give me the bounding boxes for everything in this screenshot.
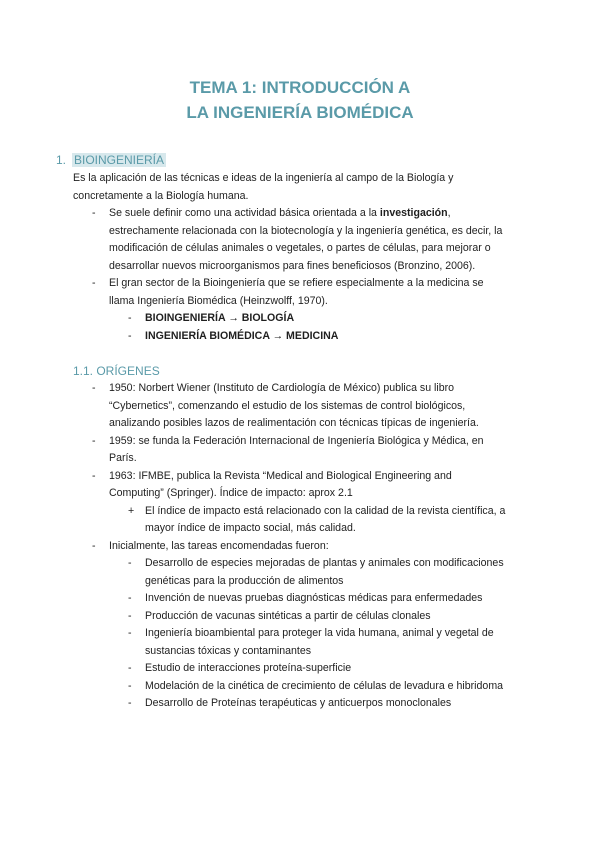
bullet-line: 1950: Norbert Wiener (Instituto de Cardiología de México) publica su libro xyxy=(109,382,455,394)
dash-marker: - xyxy=(92,469,96,482)
dash-marker: - xyxy=(92,277,96,289)
section-number: 1. xyxy=(56,153,67,167)
dash-marker: - xyxy=(128,592,132,604)
task-line: Estudio de interacciones proteína-superficie xyxy=(145,662,352,674)
sub-bullet-line: El índice de impacto está relacionado con la calidad de la revista científica, a xyxy=(145,504,506,517)
task-line: Desarrollo de Proteínas terapéuticas y anticuerpos monoclonales xyxy=(145,697,452,709)
bullet-line: desarrollar nuevos microorganismos para fines beneficiosos (Bronzino, 2006). xyxy=(109,259,476,272)
dash-marker: - xyxy=(128,662,132,674)
page-title-line-1: TEMA 1: INTRODUCCIÓN A xyxy=(189,78,411,97)
bold-term: investigación xyxy=(379,207,448,219)
section-heading-bioingenieria xyxy=(56,152,166,168)
task-line: Desarrollo de especies mejoradas de plantas y animales con modificaciones xyxy=(145,557,504,569)
bullet-line: Computing” (Springer). Índice de impacto: aprox 2.1 xyxy=(109,487,353,499)
dash-marker: - xyxy=(128,697,132,709)
dash-marker: - xyxy=(92,539,96,552)
dash-marker: - xyxy=(128,557,132,569)
dash-marker: - xyxy=(128,679,132,692)
bullet-line xyxy=(109,205,451,223)
bullet-line: Inicialmente, las tareas encomendadas fueron: xyxy=(109,539,329,552)
dash-marker: - xyxy=(92,382,96,394)
dash-marker: - xyxy=(128,627,132,639)
intro-line: concretamente a la Biología humana. xyxy=(73,189,249,202)
dash-marker: - xyxy=(92,207,96,219)
intro-line: Es la aplicación de las técnicas e ideas de la ingeniería al campo de la Biología y xyxy=(73,172,454,184)
subsection-heading-origenes: 1.1. ORÍGENES xyxy=(73,364,160,378)
sub-bullet-line: mayor índice de impacto social, más calidad. xyxy=(145,522,356,534)
task-line: sustancias tóxicas y contaminantes xyxy=(145,644,312,657)
bullet-line: 1963: IFMBE, publica la Revista “Medical and Biological Engineering and xyxy=(109,469,452,482)
bullet-line: llama Ingeniería Biomédica (Heinzwolff, 1970). xyxy=(109,294,328,307)
sub-bullet-bold: BIOINGENIERÍA → BIOLOGÍA xyxy=(145,312,295,324)
dash-marker: - xyxy=(128,609,132,622)
bullet-line: analizando posibles lazos de realimentación con técnicas típicas de ingeniería. xyxy=(109,417,479,429)
bullet-line: estrechamente relacionada con la biotecnología y la ingeniería genética, es decir, la xyxy=(109,224,503,237)
bullet-line: 1959: se funda la Federación Internacional de Ingeniería Biológica y Médica, en xyxy=(109,434,484,447)
task-line: Modelación de la cinética de crecimiento de células de levadura e hibridoma xyxy=(145,679,504,692)
sub-bullet-bold: INGENIERÍA BIOMÉDICA → MEDICINA xyxy=(145,329,339,342)
task-line: Invención de nuevas pruebas diagnósticas médicas para enfermedades xyxy=(145,592,483,604)
bullet-line: El gran sector de la Bioingeniería que se refiere especialmente a la medicina se xyxy=(109,277,484,289)
section-heading-text: BIOINGENIERÍA xyxy=(74,153,165,167)
dash-marker: - xyxy=(128,329,132,342)
dash-marker: - xyxy=(128,312,132,324)
bullet-text: Se suele definir como una actividad básica orientada a la xyxy=(109,207,380,219)
task-line: Ingeniería bioambiental para proteger la vida humana, animal y vegetal de xyxy=(145,627,494,639)
bullet-line: “Cybernetics”, comenzando el estudio de los sistemas de control biológicos, xyxy=(109,399,466,412)
bullet-line: modificación de células animales o vegetales, o partes de células, para mejorar o xyxy=(109,242,491,254)
bullet-text: , xyxy=(447,207,451,219)
dash-marker: - xyxy=(92,434,96,447)
task-line: genéticas para la producción de alimentos xyxy=(145,574,344,587)
page-title-line-2: LA INGENIERÍA BIOMÉDICA xyxy=(186,103,414,122)
plus-marker: + xyxy=(128,504,135,517)
bullet-line: París. xyxy=(109,452,137,464)
task-line: Producción de vacunas sintéticas a partir de células clonales xyxy=(145,609,431,622)
